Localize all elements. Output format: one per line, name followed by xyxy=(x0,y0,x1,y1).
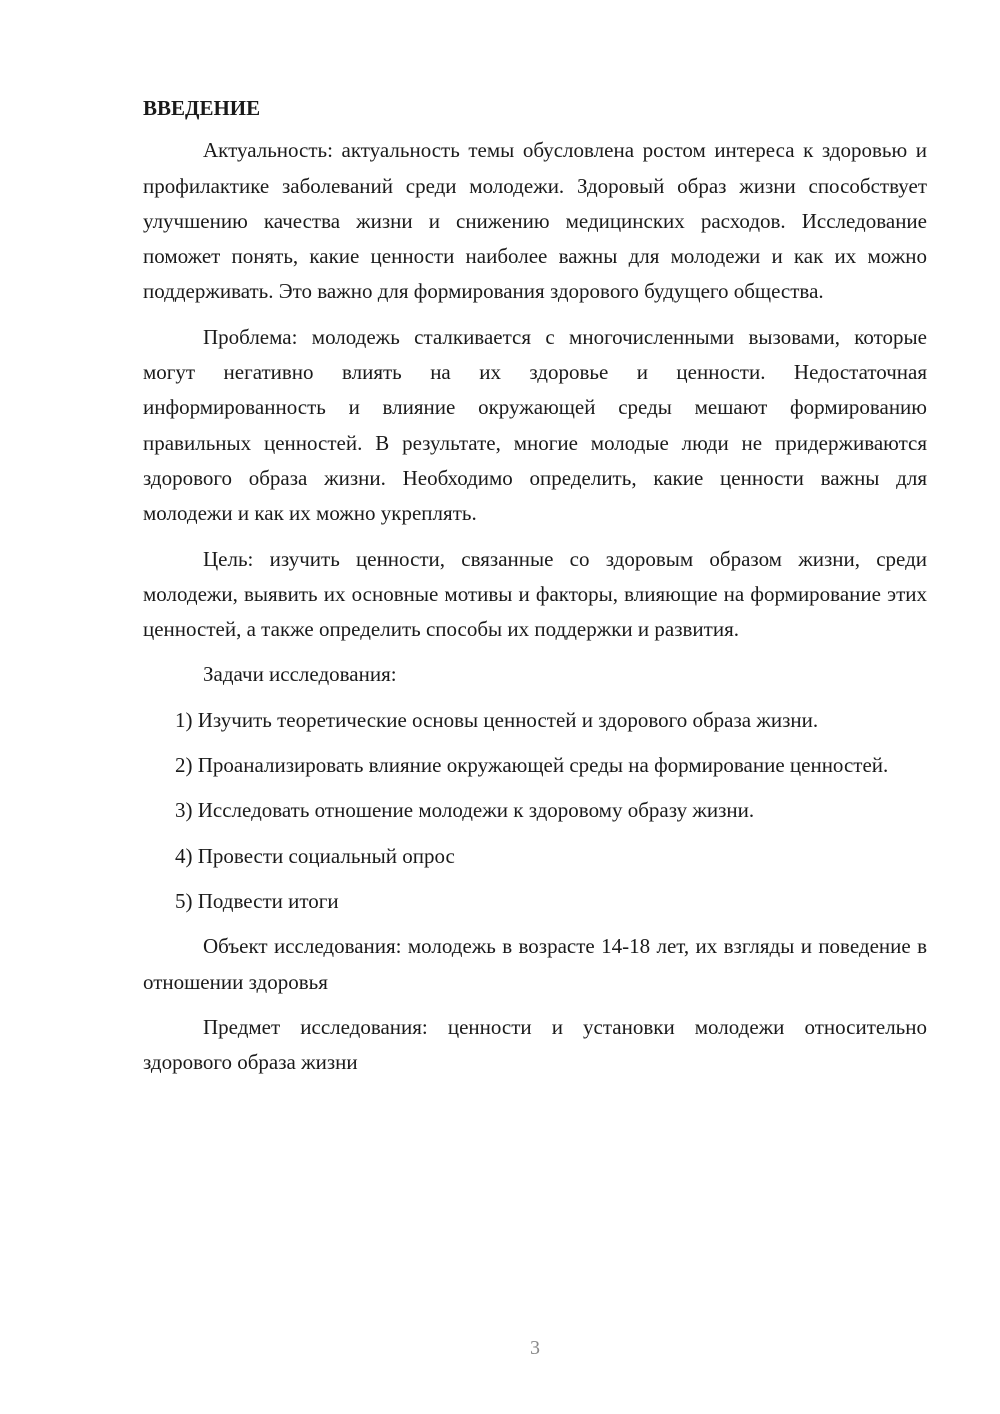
task-item-4: 4) Провести социальный опрос xyxy=(175,843,455,868)
paragraph-relevance: Актуальность: актуальность темы обусловлена ростом интереса к здоровью и профилактике заболеваний среди молодежи. Здоровый образ жизни способствует улучшению качества жизни и снижению медицинских расходов. Исследование поможет понять, какие ценности наиболее важны для молодежи и как их можно поддерживать. Это важно для формирования здорового будущего общества. xyxy=(143,138,927,304)
page-content xyxy=(143,91,927,1080)
paragraph-subject: Предмет исследования: ценности и установки молодежи относительно здорового образа жизни xyxy=(143,1014,927,1075)
task-item-2: 2) Проанализировать влияние окружающей среды на формирование ценностей. xyxy=(175,753,889,778)
page-number: 3 xyxy=(530,1337,540,1359)
paragraph-goal: Цель: изучить ценности, связанные со здоровым образом жизни, среди молодежи, выявить их основные мотивы и факторы, влияющие на формирование этих ценностей, а также определить способы их поддержки и развития. xyxy=(143,546,927,642)
paragraph-object: Объект исследования: молодежь в возрасте 14-18 лет, их взгляды и поведение в отношении здоровья xyxy=(143,934,927,994)
tasks-list xyxy=(143,703,927,919)
task-item-3: 3) Исследовать отношение молодежи к здоровому образу жизни. xyxy=(175,798,755,823)
paragraph-problem: Проблема: молодежь сталкивается с многочисленными вызовами, которые могут негативно влиять на их здоровье и ценности. Недостаточная информированность и влияние окружающей среды мешают формированию правильных ценностей. В результате, многие молодые люди не придерживаются здорового образа жизни. Необходимо определить, какие ценности важны для молодежи и как их можно укреплять. xyxy=(143,324,927,526)
section-title: ВВЕДЕНИЕ xyxy=(143,96,261,120)
task-item-1: 1) Изучить теоретические основы ценностей и здорового образа жизни. xyxy=(175,707,819,732)
tasks-heading: Задачи исследования: xyxy=(203,662,397,687)
task-item-5: 5) Подвести итоги xyxy=(175,888,339,913)
